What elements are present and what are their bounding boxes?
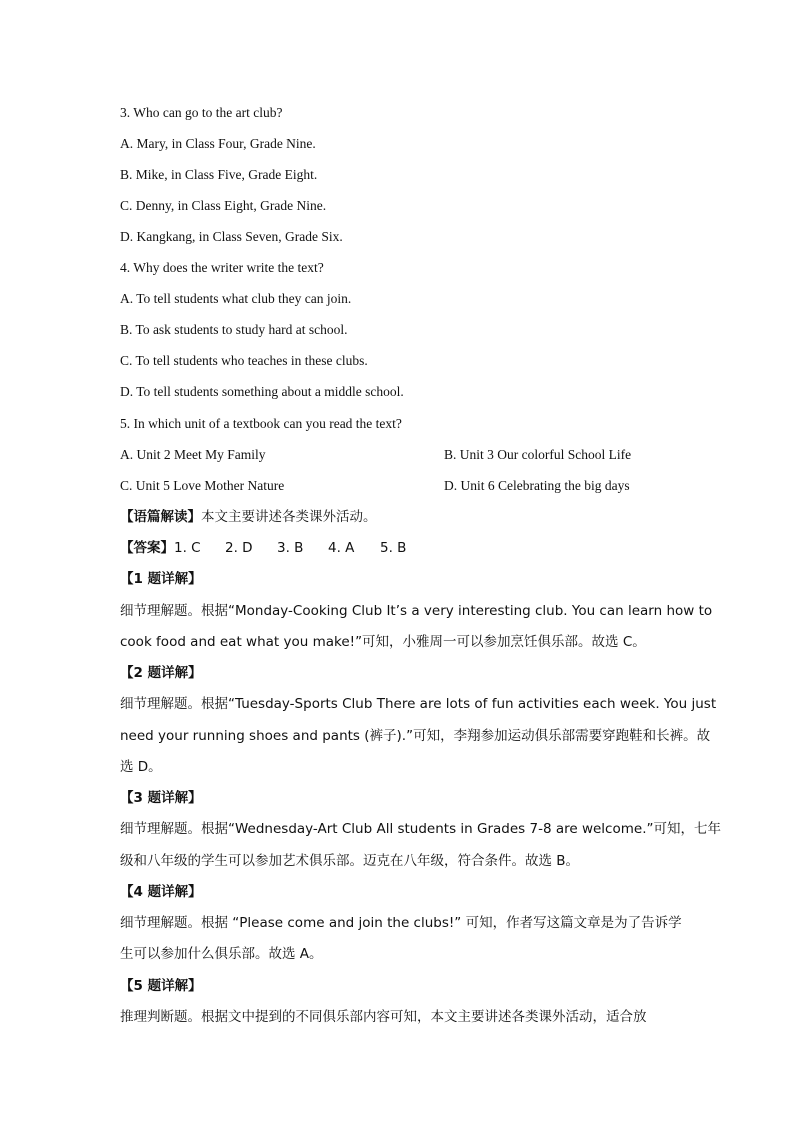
detail-3-line-2: 级和八年级的学生可以参加艺术俱乐部。迈克在八年级，符合条件。故选 B。 — [120, 853, 580, 869]
answer-label: 【答案】 — [120, 540, 174, 556]
answer-1: 1. C — [174, 540, 201, 556]
question-4: 4. Why does the writer write the text? — [120, 260, 324, 275]
detail-2-heading: 【2 题详解】 — [120, 665, 202, 681]
detail-5-heading: 【5 题详解】 — [120, 978, 202, 994]
q3-option-c: C. Denny, in Class Eight, Grade Nine. — [120, 198, 327, 213]
detail-2-line-3: 选 D。 — [120, 759, 162, 775]
detail-1-heading: 【1 题详解】 — [120, 571, 202, 587]
q4-option-b: B. To ask students to study hard at school. — [120, 322, 348, 337]
detail-3-heading: 【3 题详解】 — [120, 790, 202, 806]
question-3: 3. Who can go to the art club? — [120, 105, 283, 120]
question-5: 5. In which unit of a textbook can you read the text? — [120, 416, 402, 431]
q5-option-c: C. Unit 5 Love Mother Nature — [120, 478, 285, 493]
summary-text: 本文主要讲述各类课外活动。 — [201, 509, 377, 525]
summary-line — [120, 507, 377, 527]
answer-3: 3. B — [277, 540, 304, 556]
q4-option-c: C. To tell students who teaches in these clubs. — [120, 353, 368, 368]
answer-4: 4. A — [328, 540, 355, 556]
q4-option-d: D. To tell students something about a middle school. — [120, 384, 404, 399]
q5-option-b: B. Unit 3 Our colorful School Life — [444, 447, 632, 462]
answer-line — [120, 538, 406, 558]
q3-option-d: D. Kangkang, in Class Seven, Grade Six. — [120, 229, 343, 244]
answer-5: 5. B — [380, 540, 407, 556]
detail-4-line-1: 细节理解题。根据 “Please come and join the clubs!” 可知，作者写这篇文章是为了告诉学 — [120, 915, 682, 931]
detail-2-line-1: 细节理解题。根据“Tuesday-Sports Club There are lots of fun activities each week. You just — [120, 696, 717, 712]
summary-label: 【语篇解读】 — [120, 509, 201, 525]
detail-2-line-2: need your running shoes and pants (裤子).”可知，李翔参加运动俱乐部需要穿跑鞋和长裤。故 — [120, 728, 711, 744]
detail-5-line-1: 推理判断题。根据文中提到的不同俱乐部内容可知，本文主要讲述各类课外活动，适合放 — [120, 1009, 647, 1025]
q4-option-a: A. To tell students what club they can join. — [120, 291, 352, 306]
answer-2: 2. D — [225, 540, 253, 556]
q5-option-d: D. Unit 6 Celebrating the big days — [444, 478, 630, 493]
detail-3-line-1: 细节理解题。根据“Wednesday-Art Club All students in Grades 7-8 are welcome.”可知，七年 — [120, 821, 721, 837]
q3-option-b: B. Mike, in Class Five, Grade Eight. — [120, 167, 318, 182]
detail-4-heading: 【4 题详解】 — [120, 884, 202, 900]
q5-option-a: A. Unit 2 Meet My Family — [120, 447, 266, 462]
detail-1-line-1: 细节理解题。根据“Monday-Cooking Club It’s a very interesting club. You can learn how to — [120, 603, 713, 619]
detail-1-line-2: cook food and eat what you make!”可知，小雅周一可以参加烹饪俱乐部。故选 C。 — [120, 634, 646, 650]
detail-4-line-2: 生可以参加什么俱乐部。故选 A。 — [120, 946, 323, 962]
q3-option-a: A. Mary, in Class Four, Grade Nine. — [120, 136, 316, 151]
